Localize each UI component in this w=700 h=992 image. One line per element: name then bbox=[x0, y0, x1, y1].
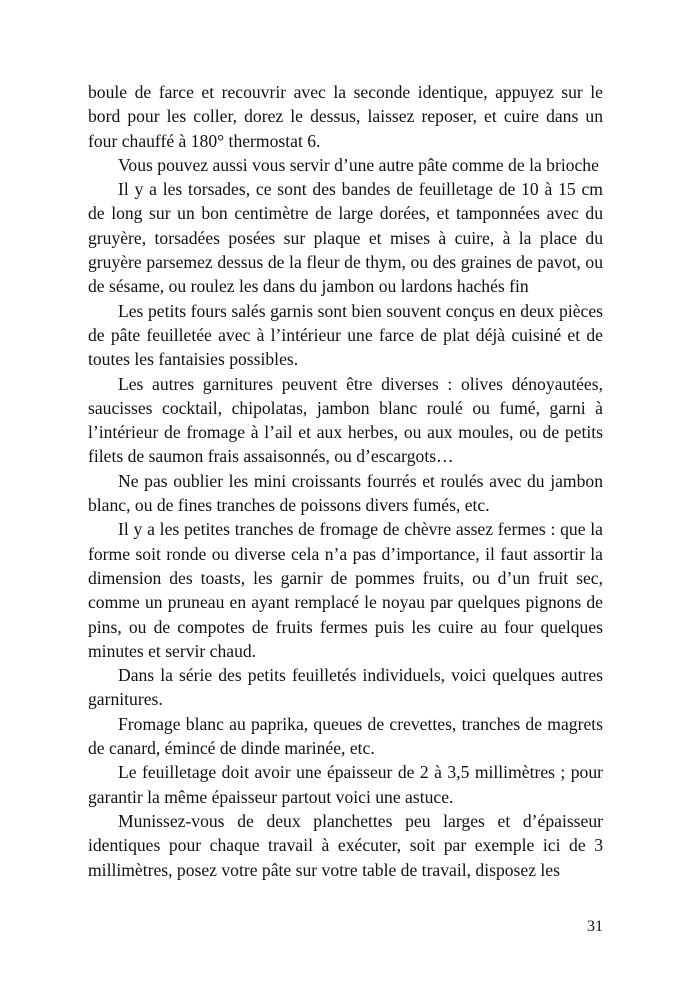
body-text bbox=[88, 80, 603, 882]
paragraph-5: Les autres garnitures peuvent être diverses : olives dénoyautées, saucisses cocktail, chipolatas, jambon blanc roulé ou fumé, garni à l’intérieur de fromage à l’ail et aux herbes, ou aux moules, ou de petits filets de saumon frais assaisonnés, ou d’escargots… bbox=[88, 373, 603, 467]
paragraph-7: Il y a les petites tranches de fromage de chèvre assez fermes : que la forme soit ronde ou diverse cela n’a pas d’importance, il faut assortir la dimension des toasts, les garnir de pommes fruits, ou d’un fruit sec, comme un pruneau en ayant remplacé le noyau par quelques pignons de pins, ou de compotes de fruits fermes puis les cuire au four quelques minutes et servir chaud. bbox=[88, 519, 603, 661]
page-number: 31 bbox=[587, 918, 603, 935]
paragraph-2: Vous pouvez aussi vous servir d’une autre pâte comme de la brioche bbox=[118, 154, 599, 175]
paragraph-4: Les petits fours salés garnis sont bien souvent conçus en deux pièces de pâte feuilletée avec à l’intérieur une farce de plat déjà cuisiné et de toutes les fantaisies possibles. bbox=[88, 300, 603, 370]
paragraph-9: Fromage blanc au paprika, queues de crevettes, tranches de magrets de canard, émincé de dinde marinée, etc. bbox=[88, 713, 603, 759]
paragraph-10: Le feuilletage doit avoir une épaisseur de 2 à 3,5 millimètres ; pour garantir la même épaisseur partout voici une astuce. bbox=[88, 762, 603, 807]
paragraph-6: Ne pas oublier les mini croissants fourrés et roulés avec du jambon blanc, ou de fines tranches de poissons divers fumés, etc. bbox=[88, 470, 603, 516]
paragraph-3: Il y a les torsades, ce sont des bandes de feuilletage de 10 à 15 cm de long sur un bon centimètre de large dorées, et tamponnées avec du gruyère, torsadées posées sur plaque et mises à cuire, à la place du gruyère parsemez dessus de la fleur de thym, ou des graines de pavot, ou de sésame, ou roulez les dans du jambon ou lardons hachés fin bbox=[88, 179, 603, 297]
paragraph-8: Dans la série des petits feuilletés individuels, voici quelques autres garnitures. bbox=[88, 665, 603, 710]
paragraph-11: Munissez-vous de deux planchettes peu larges et d’épaisseur identiques pour chaque travail à exécuter, soit par exemple ici de 3 millimètres, posez votre pâte sur votre table de travail, disposez les bbox=[88, 810, 603, 880]
paragraph-1: boule de farce et recouvrir avec la seconde identique, appuyez sur le bord pour les coller, dorez le dessus, laissez reposer, et cuire dans un four chauffé à 180° thermostat 6. bbox=[88, 82, 603, 151]
